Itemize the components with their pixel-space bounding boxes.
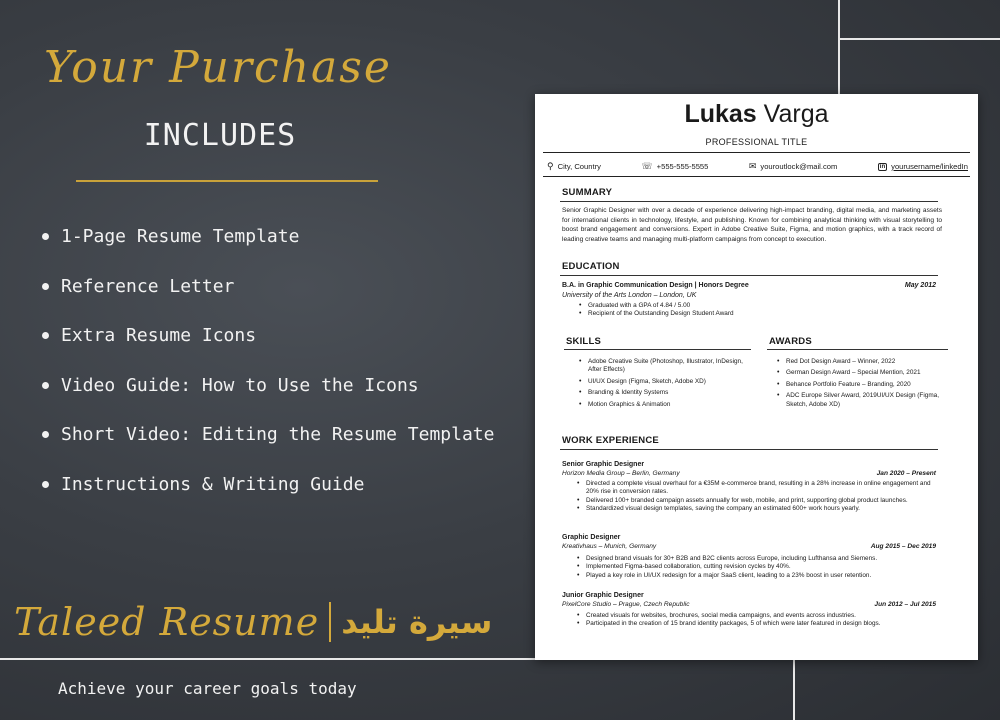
resume-title: PROFESSIONAL TITLE bbox=[705, 137, 808, 147]
list-item: • Participated in the creation of 15 brand identity packages, 5 of which were later featured in design blogs. bbox=[575, 620, 941, 628]
list-item: Video Guide: How to Use the Icons bbox=[42, 375, 494, 425]
list-item: • Designed brand visuals for 30+ B2B and B2C clients across Europe, including Lufthansa and Siemens. bbox=[575, 555, 941, 563]
brand-logo bbox=[14, 592, 492, 652]
job-company: PixelCore Studio – Prague, Czech Republic bbox=[562, 601, 690, 608]
list-item: • ADC Europe Silver Award, 2019UI/UX Design (Figma, Sketch, Adobe XD) bbox=[775, 392, 950, 409]
contact-linkedin[interactable]: in yourusername/linkedIn bbox=[879, 162, 968, 171]
frame-line-bottom-vertical bbox=[793, 660, 795, 720]
location-icon: ⚲ bbox=[547, 161, 554, 171]
brand-arabic: سيرة تليد bbox=[341, 603, 493, 641]
header-divider bbox=[543, 152, 970, 153]
job-company: Kreativhaus – Munich, Germany bbox=[562, 543, 657, 550]
job-company: Horizon Media Group – Berlin, Germany bbox=[562, 470, 680, 477]
contact-location: ⚲ City, Country bbox=[547, 161, 601, 171]
list-item: • UI/UX Design (Figma, Sketch, Adobe XD) bbox=[577, 378, 747, 386]
summary-text: Senior Graphic Designer with over a decade of experience delivering high-impact branding, digital media, and marketing assets for international clients in technology, lifestyle, and publishing. Known for combining analytical thinking with visual storytelling to boost brand engagement and conversions. Expert in Adobe Creative Suite, Figma, and motion graphics, with a track record of leading creative teams and managing multi-platform campaigns from concept to execution. bbox=[562, 207, 942, 243]
brand-separator bbox=[329, 602, 331, 642]
bullet-icon bbox=[42, 283, 49, 290]
list-item: • Motion Graphics & Animation bbox=[577, 401, 747, 409]
job-dates: Aug 2015 – Dec 2019 bbox=[870, 543, 936, 550]
contact-phone: ☏ +555-555-5555 bbox=[641, 161, 709, 171]
list-item: Short Video: Editing the Resume Template bbox=[42, 424, 494, 474]
summary-heading: SUMMARY bbox=[562, 187, 613, 198]
summary-rule bbox=[560, 201, 938, 202]
bullet-icon bbox=[42, 431, 49, 438]
education-school: University of the Arts London – London, UK bbox=[562, 292, 697, 299]
job-dates: Jan 2020 – Present bbox=[876, 470, 936, 477]
skills-heading: SKILLS bbox=[566, 336, 601, 347]
list-item: • Played a key role in UI/UX redesign for a major SaaS client, leading to a 23% boost in user retention. bbox=[575, 572, 941, 580]
resume-preview bbox=[535, 94, 978, 660]
bullet-icon bbox=[42, 233, 49, 240]
list-item: • Standardized visual design templates, saving the company an estimated 600+ work hours yearly. bbox=[575, 505, 941, 513]
awards-list bbox=[775, 358, 950, 412]
list-item: • Behance Portfolio Feature – Branding, 2020 bbox=[775, 381, 950, 389]
list-item: • Adobe Creative Suite (Photoshop, Illustrator, InDesign, After Effects) bbox=[577, 358, 747, 375]
awards-heading: AWARDS bbox=[769, 336, 812, 347]
job-bullets bbox=[575, 612, 941, 629]
tagline: Achieve your career goals today bbox=[58, 679, 357, 698]
list-item: Instructions & Writing Guide bbox=[42, 474, 494, 524]
job-role: Junior Graphic Designer bbox=[562, 592, 644, 599]
list-item: • Branding & Identity Systems bbox=[577, 389, 747, 397]
list-item: • Recipient of the Outstanding Design Student Award bbox=[577, 310, 937, 318]
list-item: 1-Page Resume Template bbox=[42, 226, 494, 276]
includes-list bbox=[42, 226, 494, 524]
list-item: • Delivered 100+ branded campaign assets annually for web, mobile, and print, supporting global product launches. bbox=[575, 497, 941, 505]
job-role: Senior Graphic Designer bbox=[562, 461, 645, 468]
list-item: • Red Dot Design Award – Winner, 2022 bbox=[775, 358, 950, 366]
frame-line-bottom-horizontal bbox=[0, 658, 535, 660]
your-purchase-script: Your Purchase bbox=[44, 42, 392, 93]
job-dates: Jun 2012 – Jul 2015 bbox=[874, 601, 936, 608]
list-item: • Implemented Figma-based collaboration, cutting revision cycles by 40%. bbox=[575, 563, 941, 571]
skills-rule bbox=[564, 349, 751, 350]
list-item: • Directed a complete visual overhaul for a €35M e-commerce brand, resulting in a 28% increase in online engagement and 20% rise in conversion rates. bbox=[575, 480, 941, 497]
list-item: Reference Letter bbox=[42, 276, 494, 326]
frame-line-horizontal bbox=[838, 38, 1000, 40]
list-item: • Graduated with a GPA of 4.84 / 5.00 bbox=[577, 302, 937, 310]
awards-rule bbox=[767, 349, 948, 350]
resume-name: Lukas Varga bbox=[684, 100, 829, 128]
bullet-icon bbox=[42, 332, 49, 339]
list-item: • Created visuals for websites, brochures, social media campaigns, and events across industries. bbox=[575, 612, 941, 620]
phone-icon: ☏ bbox=[641, 161, 653, 171]
linkedin-icon: in bbox=[879, 163, 886, 170]
education-degree: B.A. in Graphic Communication Design | Honors Degree bbox=[562, 282, 749, 289]
contact-row bbox=[547, 161, 968, 172]
skills-list bbox=[577, 358, 747, 412]
work-heading: WORK EXPERIENCE bbox=[562, 435, 659, 446]
job-bullets bbox=[575, 480, 941, 514]
list-item: • German Design Award – Special Mention, 2021 bbox=[775, 369, 950, 377]
education-heading: EDUCATION bbox=[562, 261, 620, 272]
contact-divider bbox=[543, 176, 970, 177]
education-rule bbox=[560, 275, 938, 276]
mail-icon: ✉ bbox=[748, 161, 757, 171]
education-date: May 2012 bbox=[904, 282, 936, 289]
job-role: Graphic Designer bbox=[562, 534, 621, 541]
list-item: Extra Resume Icons bbox=[42, 325, 494, 375]
brand-latin: Taleed Resume bbox=[14, 600, 320, 644]
gold-divider bbox=[76, 180, 378, 182]
frame-line-top-vertical bbox=[838, 0, 840, 94]
education-bullets bbox=[577, 302, 937, 319]
bullet-icon bbox=[42, 481, 49, 488]
bullet-icon bbox=[42, 382, 49, 389]
includes-title: INCLUDES bbox=[143, 118, 297, 153]
work-rule bbox=[560, 449, 938, 450]
contact-email: ✉ youroutlock@mail.com bbox=[748, 161, 838, 171]
job-bullets bbox=[575, 555, 941, 580]
